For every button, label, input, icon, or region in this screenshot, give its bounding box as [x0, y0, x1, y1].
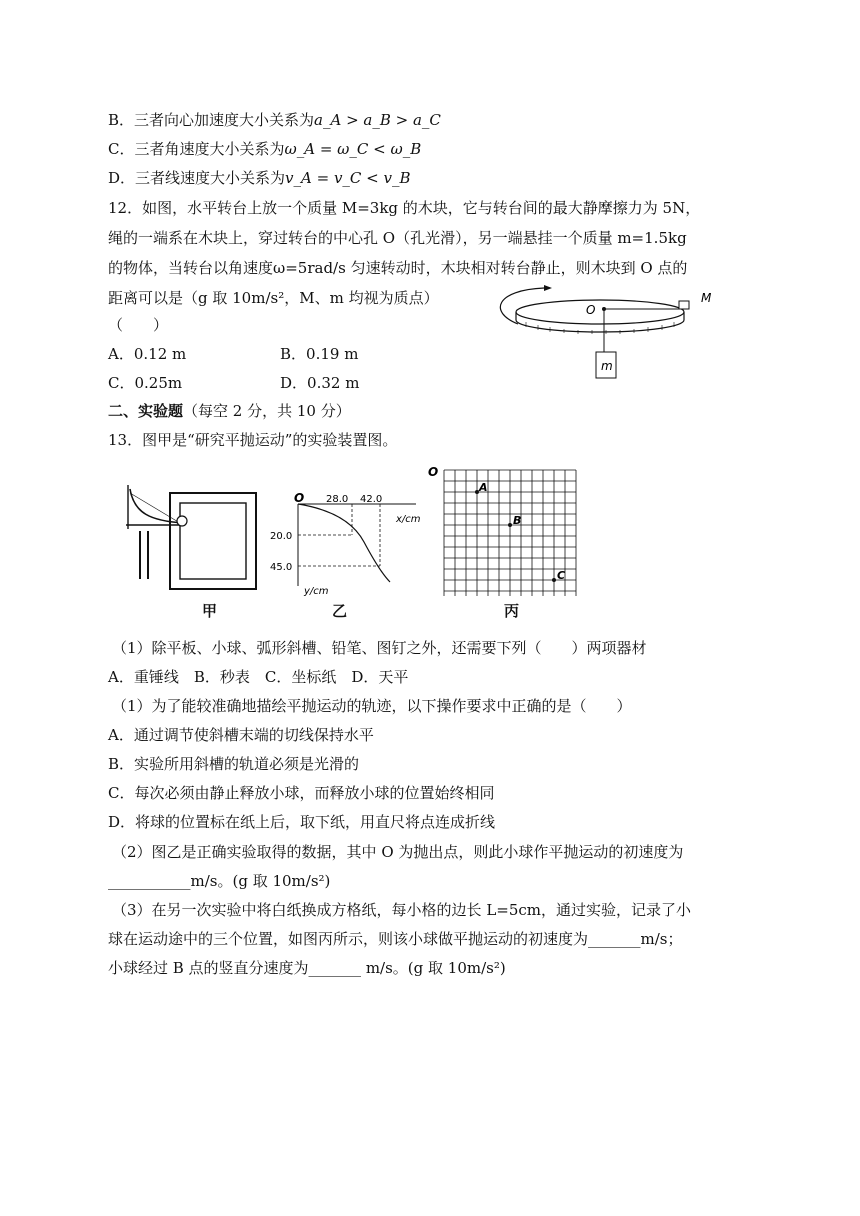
label-m: m [601, 359, 613, 373]
q13-part2-line2: ___________m/s。(g 取 10m/s²) [108, 872, 331, 890]
q13-part2-line1: （2）图乙是正确实验取得的数据，其中 O 为抛出点，则此小球作平抛运动的初速度为 [112, 843, 684, 861]
point-b [508, 523, 512, 527]
q12-line2: 绳的一端系在木块上，穿过转台的中心孔 O（孔光滑），另一端悬挂一个质量 m=1.5kg [108, 229, 687, 247]
apparatus-figure [122, 483, 262, 593]
x-axis-label: x/cm [396, 514, 421, 525]
ramp-curve [130, 489, 184, 523]
q13-part1: （1）除平板、小球、弧形斜槽、铅笔、图钉之外，还需要下列（ ）两项器材 [112, 639, 647, 657]
fig-yi-label: 乙 [332, 602, 348, 620]
label-b: B [513, 514, 522, 527]
section-title: 二、实验题（每空 2 分，共 10 分） [108, 402, 351, 420]
label-a: A [479, 481, 488, 494]
q12-option-c: C．0.25m [108, 374, 183, 392]
y-axis-label: y/cm [304, 586, 329, 597]
origin-label: O [294, 491, 305, 505]
y-tick-2: 45.0 [270, 562, 293, 573]
q11-option-b: B．三者向心加速度大小关系为a_A > a_B > a_C [108, 111, 441, 129]
turntable-figure [486, 282, 726, 382]
q13-part3-line2: 球在运动途中的三个位置，如图丙所示，则该小球做平抛运动的初速度为_______m/s； [108, 930, 683, 948]
grid-origin-label: O [428, 465, 439, 479]
q13-part1b-a: A．通过调节使斜槽末端的切线保持水平 [108, 726, 374, 744]
point-c [552, 578, 556, 582]
label-o: O [586, 303, 596, 317]
q11-option-c-math: ω_A = ω_C < ω_B [284, 140, 422, 158]
q12-line3: 的物体，当转台以角速度ω=5rad/s 匀速转动时，木块相对转台静止，则木块到 O 点的 [108, 259, 688, 277]
board-inner [180, 503, 246, 579]
fig-jia-label: 甲 [202, 602, 218, 620]
grid-figure [428, 464, 588, 604]
x-tick-2: 42.0 [360, 494, 383, 505]
q11-option-b-math: a_A > a_B > a_C [314, 111, 441, 129]
q13-part3-line1: （3）在另一次实验中将白纸换成方格纸，每小格的边长 L=5cm，通过实验，记录了小 [112, 901, 692, 919]
trajectory-curve [298, 504, 390, 582]
q12-line4: 距离可以是（g 取 10m/s²，M、m 均视为质点） [108, 289, 439, 307]
fig-bing-label: 丙 [504, 602, 520, 620]
block-M [679, 301, 689, 309]
q11-option-c: C．三者角速度大小关系为ω_A = ω_C < ω_B [108, 140, 422, 158]
board-outer [170, 493, 256, 589]
q11-option-d-math: v_A = v_C < v_B [285, 169, 411, 187]
rotation-arrow-icon [500, 288, 544, 324]
q13-part1b: （1）为了能较准确地描绘平抛运动的轨迹，以下操作要求中正确的是（ ） [112, 697, 632, 715]
label-M: M [701, 291, 712, 305]
q12-option-d: D．0.32 m [280, 374, 360, 392]
q13-part1-options: A．重锤线 B．秒表 C．坐标纸 D．天平 [108, 668, 409, 686]
x-tick-1: 28.0 [326, 494, 349, 505]
turntable-top [516, 300, 684, 324]
turntable-rim [516, 312, 684, 332]
ball [177, 516, 187, 526]
q13-part1b-d: D．将球的位置标在纸上后，取下纸，用直尺将点连成折线 [108, 813, 496, 831]
label-c: C [557, 569, 566, 582]
q12-option-b: B．0.19 m [280, 345, 359, 363]
q13-part1b-b: B．实验所用斜槽的轨道必须是光滑的 [108, 755, 360, 773]
q13-intro: 13．图甲是“研究平抛运动”的实验装置图。 [108, 431, 398, 449]
y-tick-1: 20.0 [270, 531, 293, 542]
q13-part3-line3: 小球经过 B 点的竖直分速度为_______ m/s。(g 取 10m/s²) [108, 959, 506, 977]
q12-line1: 12．如图，水平转台上放一个质量 M=3kg 的木块，它与转台间的最大静摩擦力为 5N， [108, 199, 701, 217]
q12-option-a: A．0.12 m [108, 345, 187, 363]
q11-option-d: D．三者线速度大小关系为v_A = v_C < v_B [108, 169, 411, 187]
q12-answer-blank: （ ） [108, 316, 169, 334]
trajectory-figure [268, 490, 428, 600]
q13-part1b-c: C．每次必须由静止释放小球，而释放小球的位置始终相同 [108, 784, 495, 802]
